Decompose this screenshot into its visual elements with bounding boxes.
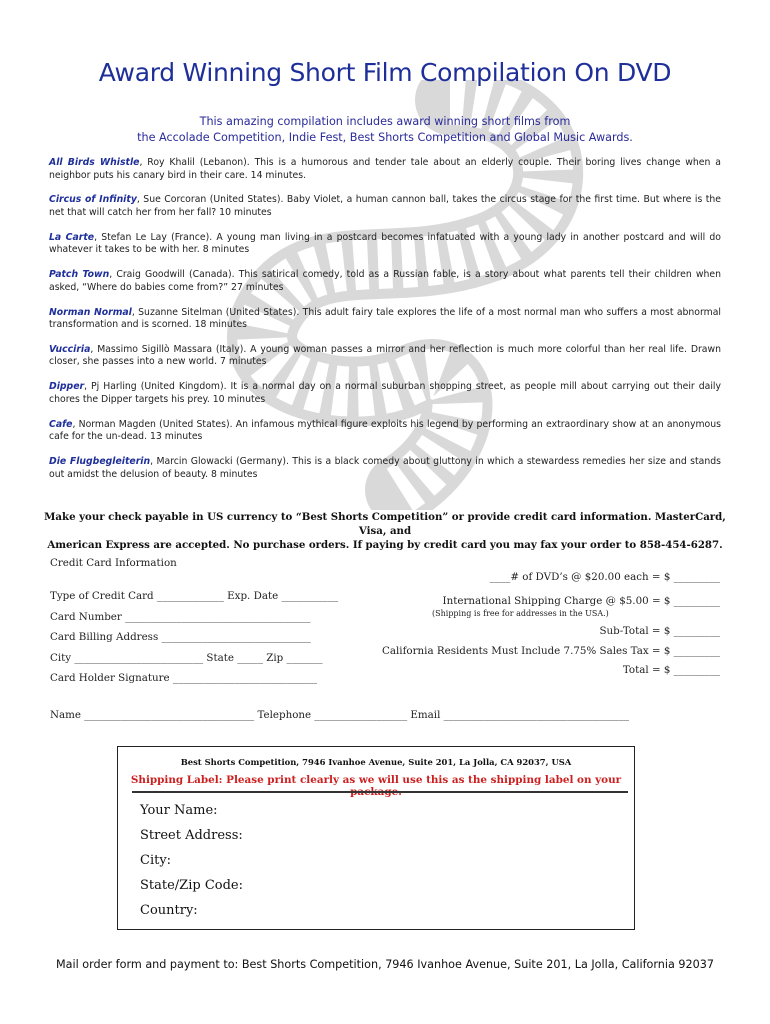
label-your-name-field[interactable]: Your Name: bbox=[140, 803, 218, 818]
film-description: , Sue Corcoran (United States). Baby Violet, a human cannon ball, takes the circus stage for the first time. But where is the net that will catch her from her fall? 10 minutes bbox=[49, 194, 722, 218]
film-entry bbox=[49, 269, 721, 294]
film-title: Die Flugbegleiterin bbox=[49, 456, 151, 467]
film-description: , Roy Khalil (Lebanon). This is a humorous and tender tale about an elderly couple. Their boring lives change when a neighbor puts his canary bird in their care. 14 minutes. bbox=[49, 157, 721, 181]
card-number-field[interactable]: Card Number ____________________________________ bbox=[50, 611, 311, 623]
film-entry bbox=[49, 344, 721, 369]
film-entry bbox=[49, 381, 721, 406]
payment-instructions bbox=[40, 510, 730, 552]
film-entry bbox=[49, 194, 721, 219]
film-entry bbox=[49, 456, 721, 481]
intro-line-1: This amazing compilation includes award winning short films from bbox=[199, 115, 571, 128]
total-field[interactable]: Total = $ _________ bbox=[622, 664, 720, 676]
subtotal-field[interactable]: Sub-Total = $ _________ bbox=[599, 625, 720, 637]
label-state-zip-field[interactable]: State/Zip Code: bbox=[140, 878, 243, 893]
intro-text bbox=[30, 114, 740, 146]
shipping-label-divider bbox=[132, 791, 628, 793]
billing-address-field[interactable]: Card Billing Address _____________________________ bbox=[50, 631, 311, 643]
film-list bbox=[49, 157, 721, 493]
label-city-field[interactable]: City: bbox=[140, 853, 172, 868]
film-title: All Birds Whistle bbox=[49, 157, 140, 168]
label-street-address-field[interactable]: Street Address: bbox=[140, 828, 243, 843]
mail-order-address: Mail order form and payment to: Best Shorts Competition, 7946 Ivanhoe Avenue, Suite 201, La Jolla, California 92037 bbox=[56, 958, 714, 971]
film-entry bbox=[49, 157, 721, 182]
film-title: Vucciria bbox=[49, 343, 91, 355]
film-title: Patch Town bbox=[49, 269, 110, 281]
film-description: , Craig Goodwill (Canada). This satirical comedy, told as a Russian fable, is a story about what parents tell their children when asked, “Where do babies come from?” 27 minutes bbox=[49, 269, 721, 293]
shipping-label-address: Best Shorts Competition, 7946 Ivanhoe Avenue, Suite 201, La Jolla, CA 92037, USA bbox=[180, 757, 572, 767]
film-title: Dipper bbox=[49, 381, 85, 393]
film-description: , Marcin Glowacki (Germany). This is a black comedy about gluttony in which a stewardess remedies her size and stands out amidst the delusion of beauty. 8 minutes bbox=[49, 456, 721, 480]
film-description: , Pj Harling (United Kingdom). It is a normal day on a normal suburban shopping street, as people mill about carrying out their daily chores the Dipper targets his prey. 10 minutes bbox=[49, 381, 721, 405]
credit-card-heading: Credit Card Information bbox=[50, 557, 177, 569]
shipping-label-instruction: Shipping Label: Please print clearly as we will use this as the shipping label on your package. bbox=[130, 774, 622, 798]
label-country-field[interactable]: Country: bbox=[140, 903, 198, 918]
film-entry bbox=[49, 232, 721, 257]
sales-tax-field[interactable]: California Residents Must Include 7.75% Sales Tax = $ _________ bbox=[382, 645, 720, 657]
shipping-note: (Shipping is free for addresses in the USA.) bbox=[432, 609, 609, 618]
film-title: Norman Normal bbox=[49, 306, 132, 318]
film-description: , Suzanne Sitelman (United States). This adult fairy tale explores the life of a most normal man who suffers a most abnormal transformation and is scorned. 18 minutes bbox=[49, 306, 721, 331]
film-entry bbox=[49, 307, 721, 332]
film-title: Cafe bbox=[49, 418, 73, 430]
page-title: Award Winning Short Film Compilation On DVD bbox=[98, 58, 672, 87]
film-title: La Carte bbox=[49, 231, 95, 243]
film-description: , Massimo Sigillò Massara (Italy). A young woman passes a mirror and her reflection is much more colorful than her real life. Drawn closer, she passes into a new world. 7 minutes bbox=[49, 343, 721, 368]
film-description: , Norman Magden (United States). An infamous mythical figure exploits his legend by performing an extraordinary show at an anonymous cafe for the un-dead. 13 minutes bbox=[49, 418, 721, 443]
card-type-field[interactable]: Type of Credit Card _____________ Exp. Date ___________ bbox=[50, 590, 339, 602]
payment-line-2: American Express are accepted. No purchase orders. If paying by credit card you may fax your order to 858-454-6287. bbox=[47, 539, 723, 551]
intro-line-2: the Accolade Competition, Indie Fest, Best Shorts Competition and Global Music Awards. bbox=[137, 131, 633, 144]
signature-field[interactable]: Card Holder Signature ____________________________ bbox=[50, 672, 318, 684]
international-shipping-field[interactable]: International Shipping Charge @ $5.00 = $ _________ bbox=[442, 595, 720, 607]
payment-line-1: Make your check payable in US currency to “Best Shorts Competition” or provide credit card information. MasterCard, Visa, and bbox=[44, 511, 726, 537]
dvd-quantity-field[interactable]: ____# of DVD’s @ $20.00 each = $ _________ bbox=[489, 571, 720, 583]
contact-fields[interactable]: Name _________________________________ Telephone __________________ Email ____________________________________ bbox=[50, 709, 629, 721]
film-title: Circus of Infinity bbox=[49, 194, 137, 206]
film-entry bbox=[49, 419, 721, 444]
film-description: , Stefan Le Lay (France). A young man living in a postcard becomes infatuated with a young lady in another postcard and will do whatever it takes to be with her. 8 minutes bbox=[49, 231, 721, 256]
shipping-label-box bbox=[117, 746, 635, 930]
city-state-zip-field[interactable]: City _________________________ State _____ Zip _______ bbox=[50, 652, 323, 664]
